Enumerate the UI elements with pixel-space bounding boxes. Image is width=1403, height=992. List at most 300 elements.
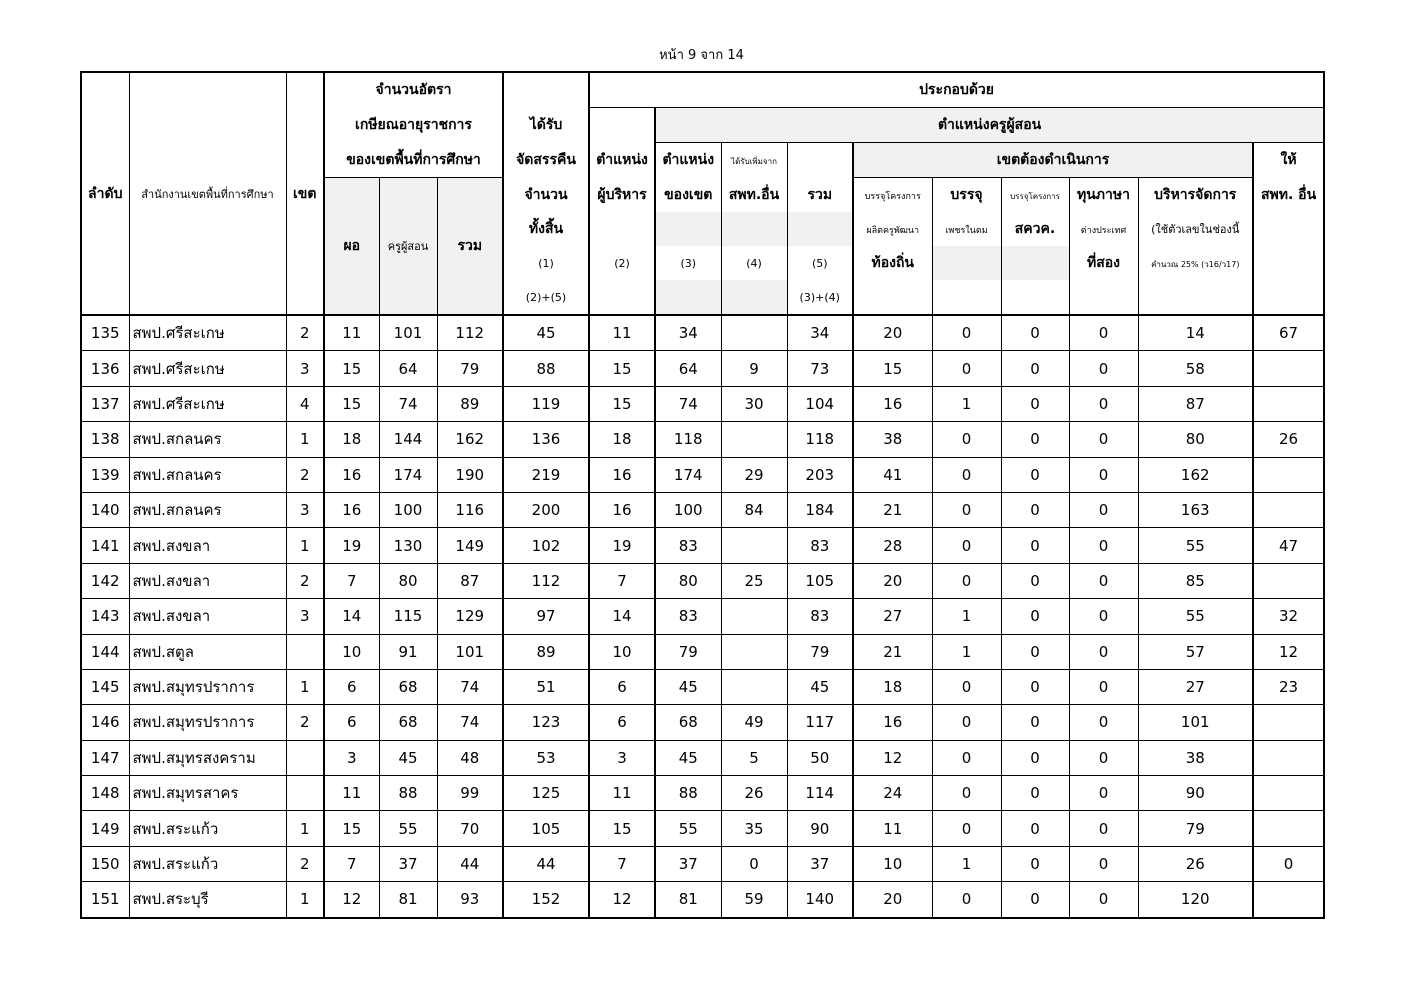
header-sum-blank2 [787, 212, 853, 246]
cell-give [1253, 705, 1324, 740]
header-e-l2 [1138, 212, 1253, 246]
cell-sum: 34 [787, 315, 853, 351]
header-admin-l1: ตำแหน่ง [589, 143, 655, 178]
cell-office: สพป.สระแก้ว [129, 811, 286, 846]
header-pos-l2: ของเขต [655, 178, 721, 213]
header-pos-l1: ตำแหน่ง [655, 143, 721, 178]
header-c-l1-text: บรรจุโครงการ [1010, 192, 1060, 201]
cell-sum: 104 [787, 386, 853, 421]
cell-r-admin: 12 [324, 882, 379, 918]
cell-admin: 7 [589, 846, 655, 881]
cell-a: 21 [853, 634, 932, 669]
cell-r-admin: 6 [324, 669, 379, 704]
table-row [81, 563, 1324, 598]
cell-no: 144 [81, 634, 129, 669]
cell-d: 0 [1069, 846, 1138, 881]
cell-r-admin: 18 [324, 422, 379, 457]
cell-r-admin: 11 [324, 776, 379, 811]
cell-extra: 9 [721, 351, 787, 386]
header-a-l1 [853, 178, 932, 213]
cell-give [1253, 457, 1324, 492]
cell-d: 0 [1069, 811, 1138, 846]
cell-no: 136 [81, 351, 129, 386]
cell-pos: 74 [655, 386, 721, 421]
cell-a: 20 [853, 315, 932, 351]
header-retire-total: รวม [437, 178, 503, 316]
cell-admin: 11 [589, 776, 655, 811]
header-d-l3: ที่สอง [1069, 246, 1138, 280]
cell-r-teacher: 100 [379, 492, 437, 527]
header-extra-blank [721, 212, 787, 246]
cell-sum: 184 [787, 492, 853, 527]
header-sum-l3 [787, 280, 853, 315]
cell-b: 1 [932, 386, 1001, 421]
cell-b: 0 [932, 811, 1001, 846]
cell-c: 0 [1001, 492, 1069, 527]
cell-r-teacher: 68 [379, 669, 437, 704]
cell-b: 0 [932, 422, 1001, 457]
cell-pos: 100 [655, 492, 721, 527]
cell-pos: 118 [655, 422, 721, 457]
header-pos-l3-text: (3) [680, 257, 697, 270]
header-sum-blank [787, 143, 853, 178]
cell-admin: 6 [589, 669, 655, 704]
cell-extra [721, 315, 787, 351]
cell-no: 148 [81, 776, 129, 811]
cell-give: 67 [1253, 315, 1324, 351]
cell-d: 0 [1069, 386, 1138, 421]
header-e-l3 [1138, 246, 1253, 280]
cell-r-teacher: 37 [379, 846, 437, 881]
header-e-l3-text: คำนวณ 25% (ว16/ว17) [1151, 260, 1240, 269]
cell-office: สพป.ศรีสะเกษ [129, 351, 286, 386]
cell-pos: 83 [655, 599, 721, 634]
cell-extra: 84 [721, 492, 787, 527]
cell-extra: 5 [721, 740, 787, 775]
cell-r-teacher: 68 [379, 705, 437, 740]
cell-no: 137 [81, 386, 129, 421]
header-extra-l2: สพท.อื่น [721, 178, 787, 213]
cell-r-total: 149 [437, 528, 503, 563]
cell-e: 14 [1138, 315, 1253, 351]
cell-alloc: 219 [503, 457, 589, 492]
cell-pos: 174 [655, 457, 721, 492]
cell-zone: 2 [286, 457, 324, 492]
cell-give [1253, 776, 1324, 811]
cell-pos: 88 [655, 776, 721, 811]
cell-alloc: 125 [503, 776, 589, 811]
header-e-l1: บริหารจัดการ [1138, 178, 1253, 213]
header-alloc-l6 [503, 280, 589, 315]
cell-c: 0 [1001, 457, 1069, 492]
header-e-l2-text: (ใช้ตัวเลขในช่องนี้ [1151, 223, 1240, 236]
table-row [81, 740, 1324, 775]
cell-d: 0 [1069, 563, 1138, 598]
cell-alloc: 105 [503, 811, 589, 846]
cell-r-teacher: 80 [379, 563, 437, 598]
cell-extra: 30 [721, 386, 787, 421]
cell-r-total: 70 [437, 811, 503, 846]
cell-c: 0 [1001, 705, 1069, 740]
header-sum-l2 [787, 246, 853, 280]
cell-d: 0 [1069, 705, 1138, 740]
header-c-l1 [1001, 178, 1069, 213]
cell-e: 90 [1138, 776, 1253, 811]
header-b-blank [932, 246, 1001, 280]
header-alloc-l4: ทั้งสิ้น [503, 212, 589, 246]
cell-extra: 59 [721, 882, 787, 918]
cell-office: สพป.สตูล [129, 634, 286, 669]
header-b-blank2 [932, 280, 1001, 315]
cell-give [1253, 386, 1324, 421]
cell-office: สพป.สกลนคร [129, 422, 286, 457]
cell-zone: 1 [286, 528, 324, 563]
cell-r-admin: 15 [324, 386, 379, 421]
cell-b: 0 [932, 740, 1001, 775]
cell-sum: 140 [787, 882, 853, 918]
cell-zone: 1 [286, 422, 324, 457]
cell-r-total: 74 [437, 669, 503, 704]
header-a-l2 [853, 212, 932, 246]
cell-e: 58 [1138, 351, 1253, 386]
cell-r-teacher: 45 [379, 740, 437, 775]
cell-zone: 1 [286, 882, 324, 918]
cell-d: 0 [1069, 882, 1138, 918]
cell-zone: 2 [286, 705, 324, 740]
cell-give [1253, 740, 1324, 775]
cell-admin: 14 [589, 599, 655, 634]
header-d-l2 [1069, 212, 1138, 246]
cell-extra [721, 634, 787, 669]
cell-office: สพป.สระบุรี [129, 882, 286, 918]
cell-give: 0 [1253, 846, 1324, 881]
header-a-blank [853, 280, 932, 315]
cell-pos: 68 [655, 705, 721, 740]
cell-r-total: 99 [437, 776, 503, 811]
cell-admin: 10 [589, 634, 655, 669]
cell-e: 101 [1138, 705, 1253, 740]
cell-pos: 80 [655, 563, 721, 598]
cell-admin: 15 [589, 811, 655, 846]
header-b-l1: บรรจุ [932, 178, 1001, 213]
cell-zone [286, 634, 324, 669]
cell-a: 20 [853, 882, 932, 918]
cell-office: สพป.สมุทรสาคร [129, 776, 286, 811]
header-admin-blank2 [589, 212, 655, 246]
cell-no: 149 [81, 811, 129, 846]
cell-pos: 81 [655, 882, 721, 918]
cell-zone [286, 776, 324, 811]
cell-no: 141 [81, 528, 129, 563]
header-give-blank4 [1253, 280, 1324, 315]
cell-a: 15 [853, 351, 932, 386]
table-row [81, 846, 1324, 881]
header-extra-blank2 [721, 280, 787, 315]
header-consists: ประกอบด้วย [589, 72, 1324, 108]
cell-e: 27 [1138, 669, 1253, 704]
cell-sum: 90 [787, 811, 853, 846]
cell-r-teacher: 101 [379, 315, 437, 351]
cell-sum: 45 [787, 669, 853, 704]
cell-d: 0 [1069, 599, 1138, 634]
cell-give: 12 [1253, 634, 1324, 669]
table-row [81, 457, 1324, 492]
cell-sum: 79 [787, 634, 853, 669]
cell-alloc: 53 [503, 740, 589, 775]
cell-r-teacher: 64 [379, 351, 437, 386]
table-row [81, 776, 1324, 811]
cell-zone: 2 [286, 846, 324, 881]
cell-admin: 15 [589, 386, 655, 421]
header-zone: เขต [286, 72, 324, 315]
header-retire-admin: ผอ [324, 178, 379, 316]
cell-zone: 1 [286, 811, 324, 846]
cell-r-total: 162 [437, 422, 503, 457]
header-teacher-group: ตำแหน่งครูผู้สอน [655, 108, 1324, 143]
table-row [81, 634, 1324, 669]
table-row [81, 351, 1324, 386]
header-give-blank3 [1253, 246, 1324, 280]
cell-r-total: 79 [437, 351, 503, 386]
cell-d: 0 [1069, 528, 1138, 563]
cell-d: 0 [1069, 351, 1138, 386]
cell-a: 11 [853, 811, 932, 846]
cell-no: 143 [81, 599, 129, 634]
cell-c: 0 [1001, 422, 1069, 457]
cell-alloc: 152 [503, 882, 589, 918]
header-give-l2: ให้ [1253, 143, 1324, 178]
cell-a: 27 [853, 599, 932, 634]
cell-office: สพป.สงขลา [129, 528, 286, 563]
header-pos-blank2 [655, 280, 721, 315]
cell-e: 55 [1138, 528, 1253, 563]
header-c-l2: สควค. [1001, 212, 1069, 246]
cell-pos: 55 [655, 811, 721, 846]
cell-d: 0 [1069, 776, 1138, 811]
allocation-table [80, 71, 1325, 919]
cell-c: 0 [1001, 386, 1069, 421]
header-d-l2-text: ต่างประเทศ [1080, 226, 1127, 236]
cell-a: 24 [853, 776, 932, 811]
cell-r-teacher: 115 [379, 599, 437, 634]
cell-extra: 35 [721, 811, 787, 846]
cell-no: 139 [81, 457, 129, 492]
table-row [81, 315, 1324, 351]
cell-a: 21 [853, 492, 932, 527]
cell-office: สพป.สงขลา [129, 599, 286, 634]
header-admin-l3 [589, 246, 655, 280]
cell-office: สพป.สระแก้ว [129, 846, 286, 881]
table-row [81, 882, 1324, 918]
cell-a: 10 [853, 846, 932, 881]
cell-d: 0 [1069, 492, 1138, 527]
cell-r-admin: 11 [324, 315, 379, 351]
cell-a: 41 [853, 457, 932, 492]
cell-r-teacher: 174 [379, 457, 437, 492]
table-row [81, 528, 1324, 563]
cell-sum: 83 [787, 599, 853, 634]
cell-sum: 114 [787, 776, 853, 811]
cell-sum: 83 [787, 528, 853, 563]
header-d-blank [1069, 280, 1138, 315]
cell-sum: 118 [787, 422, 853, 457]
header-alloc-l6-text: (2)+(5) [525, 291, 567, 304]
cell-b: 1 [932, 634, 1001, 669]
cell-admin: 16 [589, 457, 655, 492]
header-no: ลำดับ [81, 72, 129, 315]
cell-extra [721, 669, 787, 704]
cell-extra: 0 [721, 846, 787, 881]
cell-pos: 83 [655, 528, 721, 563]
cell-a: 38 [853, 422, 932, 457]
cell-give [1253, 811, 1324, 846]
cell-alloc: 200 [503, 492, 589, 527]
cell-r-admin: 15 [324, 351, 379, 386]
header-extra-l1-text: ได้รับเพิ่มจาก [731, 157, 777, 167]
cell-d: 0 [1069, 422, 1138, 457]
header-alloc-l5-text: (1) [538, 257, 554, 270]
table-row [81, 422, 1324, 457]
header-admin-blank3 [589, 280, 655, 315]
cell-b: 0 [932, 776, 1001, 811]
table-row [81, 386, 1324, 421]
cell-e: 85 [1138, 563, 1253, 598]
table-header [81, 72, 1324, 315]
cell-admin: 7 [589, 563, 655, 598]
header-pos-l3 [655, 246, 721, 280]
cell-r-admin: 7 [324, 846, 379, 881]
cell-extra [721, 422, 787, 457]
page-number: หน้า 9 จาก 14 [659, 48, 744, 63]
cell-alloc: 136 [503, 422, 589, 457]
cell-r-total: 101 [437, 634, 503, 669]
header-retire-l2: เกษียณอายุราชการ [324, 108, 503, 143]
header-retire-teacher: ครูผู้สอน [379, 178, 437, 316]
cell-admin: 6 [589, 705, 655, 740]
cell-e: 26 [1138, 846, 1253, 881]
cell-alloc: 88 [503, 351, 589, 386]
cell-sum: 117 [787, 705, 853, 740]
header-a-l2-text: ผลิตครูพัฒนา [866, 226, 920, 236]
cell-r-total: 89 [437, 386, 503, 421]
header-admin-l3-text: (2) [614, 257, 630, 270]
cell-alloc: 102 [503, 528, 589, 563]
cell-pos: 34 [655, 315, 721, 351]
cell-a: 28 [853, 528, 932, 563]
cell-a: 18 [853, 669, 932, 704]
cell-c: 0 [1001, 811, 1069, 846]
cell-give [1253, 882, 1324, 918]
header-sum-l2-text: (5) [811, 257, 828, 270]
cell-r-total: 112 [437, 315, 503, 351]
cell-d: 0 [1069, 634, 1138, 669]
cell-office: สพป.สมุทรปราการ [129, 705, 286, 740]
cell-r-admin: 7 [324, 563, 379, 598]
cell-r-total: 190 [437, 457, 503, 492]
cell-admin: 12 [589, 882, 655, 918]
cell-office: สพป.ศรีสะเกษ [129, 315, 286, 351]
cell-b: 0 [932, 705, 1001, 740]
cell-c: 0 [1001, 669, 1069, 704]
cell-give: 32 [1253, 599, 1324, 634]
cell-c: 0 [1001, 528, 1069, 563]
cell-pos: 45 [655, 740, 721, 775]
cell-r-admin: 19 [324, 528, 379, 563]
cell-c: 0 [1001, 776, 1069, 811]
cell-r-total: 129 [437, 599, 503, 634]
header-give-l3: สพท. อื่น [1253, 178, 1324, 213]
cell-admin: 15 [589, 351, 655, 386]
cell-give [1253, 351, 1324, 386]
cell-office: สพป.ศรีสะเกษ [129, 386, 286, 421]
cell-office: สพป.สงขลา [129, 563, 286, 598]
cell-b: 0 [932, 351, 1001, 386]
header-alloc-l1: ได้รับ [503, 108, 589, 143]
cell-r-teacher: 130 [379, 528, 437, 563]
cell-extra: 25 [721, 563, 787, 598]
cell-give [1253, 492, 1324, 527]
cell-no: 151 [81, 882, 129, 918]
cell-b: 0 [932, 528, 1001, 563]
cell-c: 0 [1001, 882, 1069, 918]
cell-no: 142 [81, 563, 129, 598]
cell-e: 38 [1138, 740, 1253, 775]
cell-admin: 11 [589, 315, 655, 351]
header-retire-l3: ของเขตพื้นที่การศึกษา [324, 143, 503, 178]
cell-a: 16 [853, 705, 932, 740]
cell-c: 0 [1001, 634, 1069, 669]
cell-no: 147 [81, 740, 129, 775]
cell-sum: 37 [787, 846, 853, 881]
cell-r-total: 44 [437, 846, 503, 881]
header-sum-l3-text: (3)+(4) [799, 291, 840, 304]
header-alloc-l5 [503, 246, 589, 280]
cell-alloc: 89 [503, 634, 589, 669]
cell-no: 135 [81, 315, 129, 351]
cell-alloc: 123 [503, 705, 589, 740]
cell-e: 79 [1138, 811, 1253, 846]
cell-admin: 3 [589, 740, 655, 775]
cell-sum: 50 [787, 740, 853, 775]
cell-a: 12 [853, 740, 932, 775]
cell-c: 0 [1001, 740, 1069, 775]
cell-r-teacher: 88 [379, 776, 437, 811]
cell-sum: 203 [787, 457, 853, 492]
header-must-do: เขตต้องดำเนินการ [853, 143, 1253, 178]
cell-e: 80 [1138, 422, 1253, 457]
header-admin-l2: ผู้บริหาร [589, 178, 655, 213]
header-retire-l1: จำนวนอัตรา [324, 72, 503, 108]
cell-alloc: 97 [503, 599, 589, 634]
cell-r-admin: 10 [324, 634, 379, 669]
cell-pos: 64 [655, 351, 721, 386]
header-sum-l1: รวม [787, 178, 853, 213]
cell-alloc: 119 [503, 386, 589, 421]
header-b-l2 [932, 212, 1001, 246]
header-give-blank2 [1253, 212, 1324, 246]
cell-r-total: 87 [437, 563, 503, 598]
cell-r-teacher: 55 [379, 811, 437, 846]
header-pos-blank [655, 212, 721, 246]
cell-no: 138 [81, 422, 129, 457]
cell-zone: 2 [286, 563, 324, 598]
cell-sum: 73 [787, 351, 853, 386]
cell-c: 0 [1001, 315, 1069, 351]
cell-extra: 49 [721, 705, 787, 740]
cell-a: 20 [853, 563, 932, 598]
cell-b: 0 [932, 457, 1001, 492]
cell-b: 0 [932, 315, 1001, 351]
